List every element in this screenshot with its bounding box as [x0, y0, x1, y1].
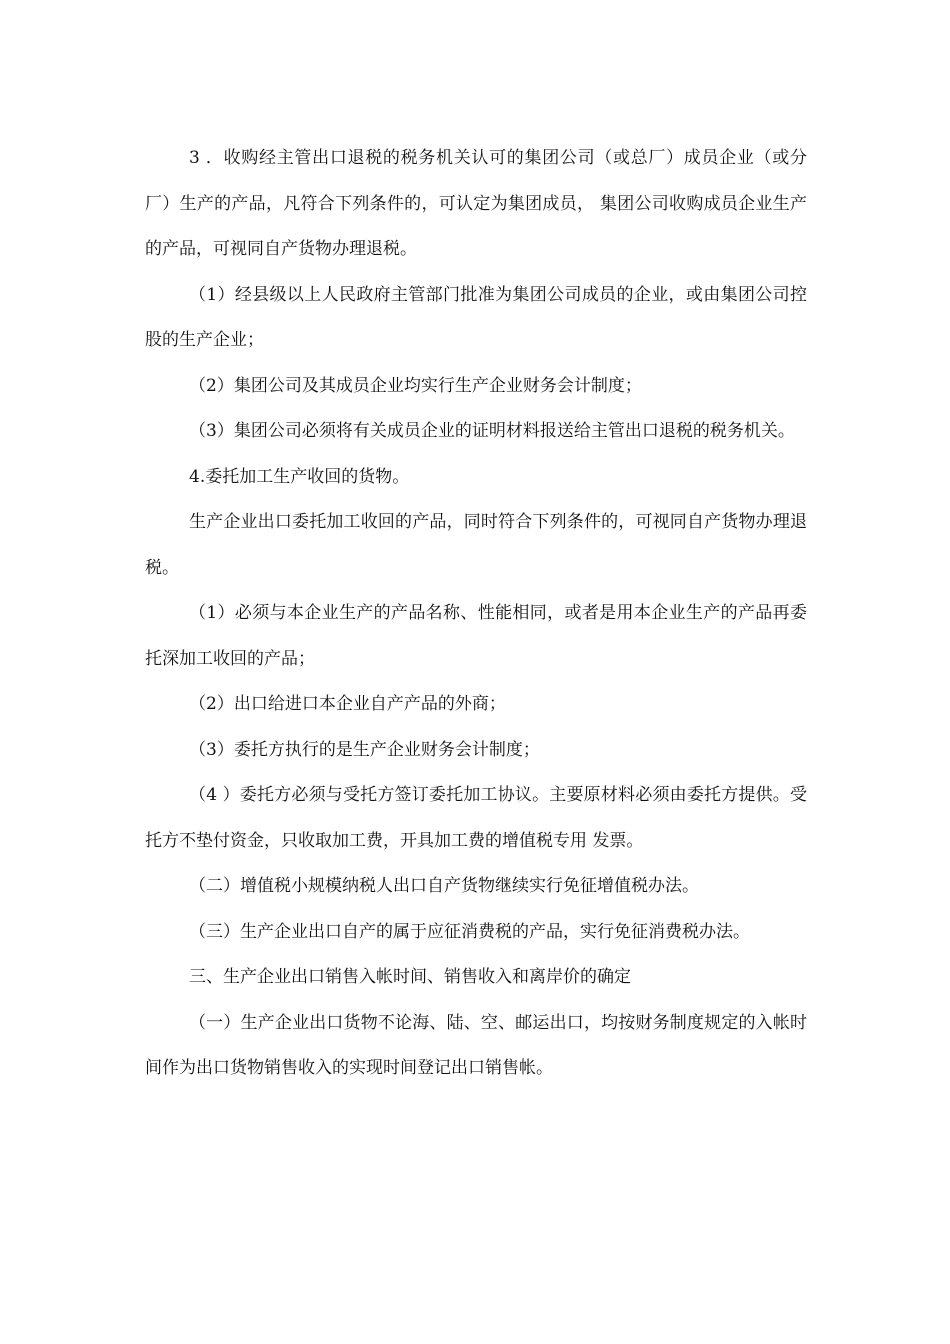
- paragraph-3-group-purchase: 3 ．收购经主管出口退税的税务机关认可的集团公司（或总厂）成员企业（或分厂）生产的产品，凡符合下列条件的，可认定为集团成员， 集团公司收购成员企业生产的产品，可视同自产货物办理退税。: [145, 148, 807, 259]
- paragraph-section-two: （二）增值税小规模纳税人出口自产货物继续实行免征增值税办法。: [189, 876, 699, 896]
- document-body: [145, 136, 807, 1092]
- paragraph-entrusted-condition-4: （4 ）委托方必须与受托方签订委托加工协议。主要原材料必须由委托方提供。受托方不垫付资金，只收取加工费，开具加工费的增值税专用 发票。: [145, 785, 807, 851]
- paragraph-condition-1: （1）经县级以上人民政府主管部门批准为集团公司成员的企业，或由集团公司控股的生产企业；: [145, 284, 807, 350]
- paragraph-entrusted-condition-2: （2）出口给进口本企业自产产品的外商；: [189, 694, 506, 714]
- paragraph-entrusted-condition-3: （3）委托方执行的是生产企业财务会计制度；: [189, 739, 540, 760]
- paragraph-entrusted-condition-1: （1）必须与本企业生产的产品名称、性能相同，或者是用本企业生产的产品再委托深加工收回的产品；: [145, 603, 807, 669]
- paragraph-entrusted-processing: 生产企业出口委托加工收回的产品，同时符合下列条件的，可视同自产货物办理退税。: [145, 512, 807, 578]
- paragraph-4-heading: 4.委托加工生产收回的货物。: [189, 466, 410, 487]
- paragraph-condition-2: （2）集团公司及其成员企业均实行生产企业财务会计制度；: [189, 375, 642, 396]
- paragraph-condition-3: （3）集团公司必须将有关成员企业的证明材料报送给主管出口退税的税务机关。: [189, 421, 795, 441]
- paragraph-section-three-heading: 三、生产企业出口销售入帐时间、销售收入和离岸价的确定: [189, 967, 631, 987]
- paragraph-section-three-sub: （三）生产企业出口自产的属于应征消费税的产品，实行免征消费税办法。: [189, 921, 750, 942]
- paragraph-section-three-one: （一）生产企业出口货物不论海、陆、空、邮运出口，均按财务制度规定的入帐时间作为出口货物销售收入的实现时间登记出口销售帐。: [145, 1012, 807, 1078]
